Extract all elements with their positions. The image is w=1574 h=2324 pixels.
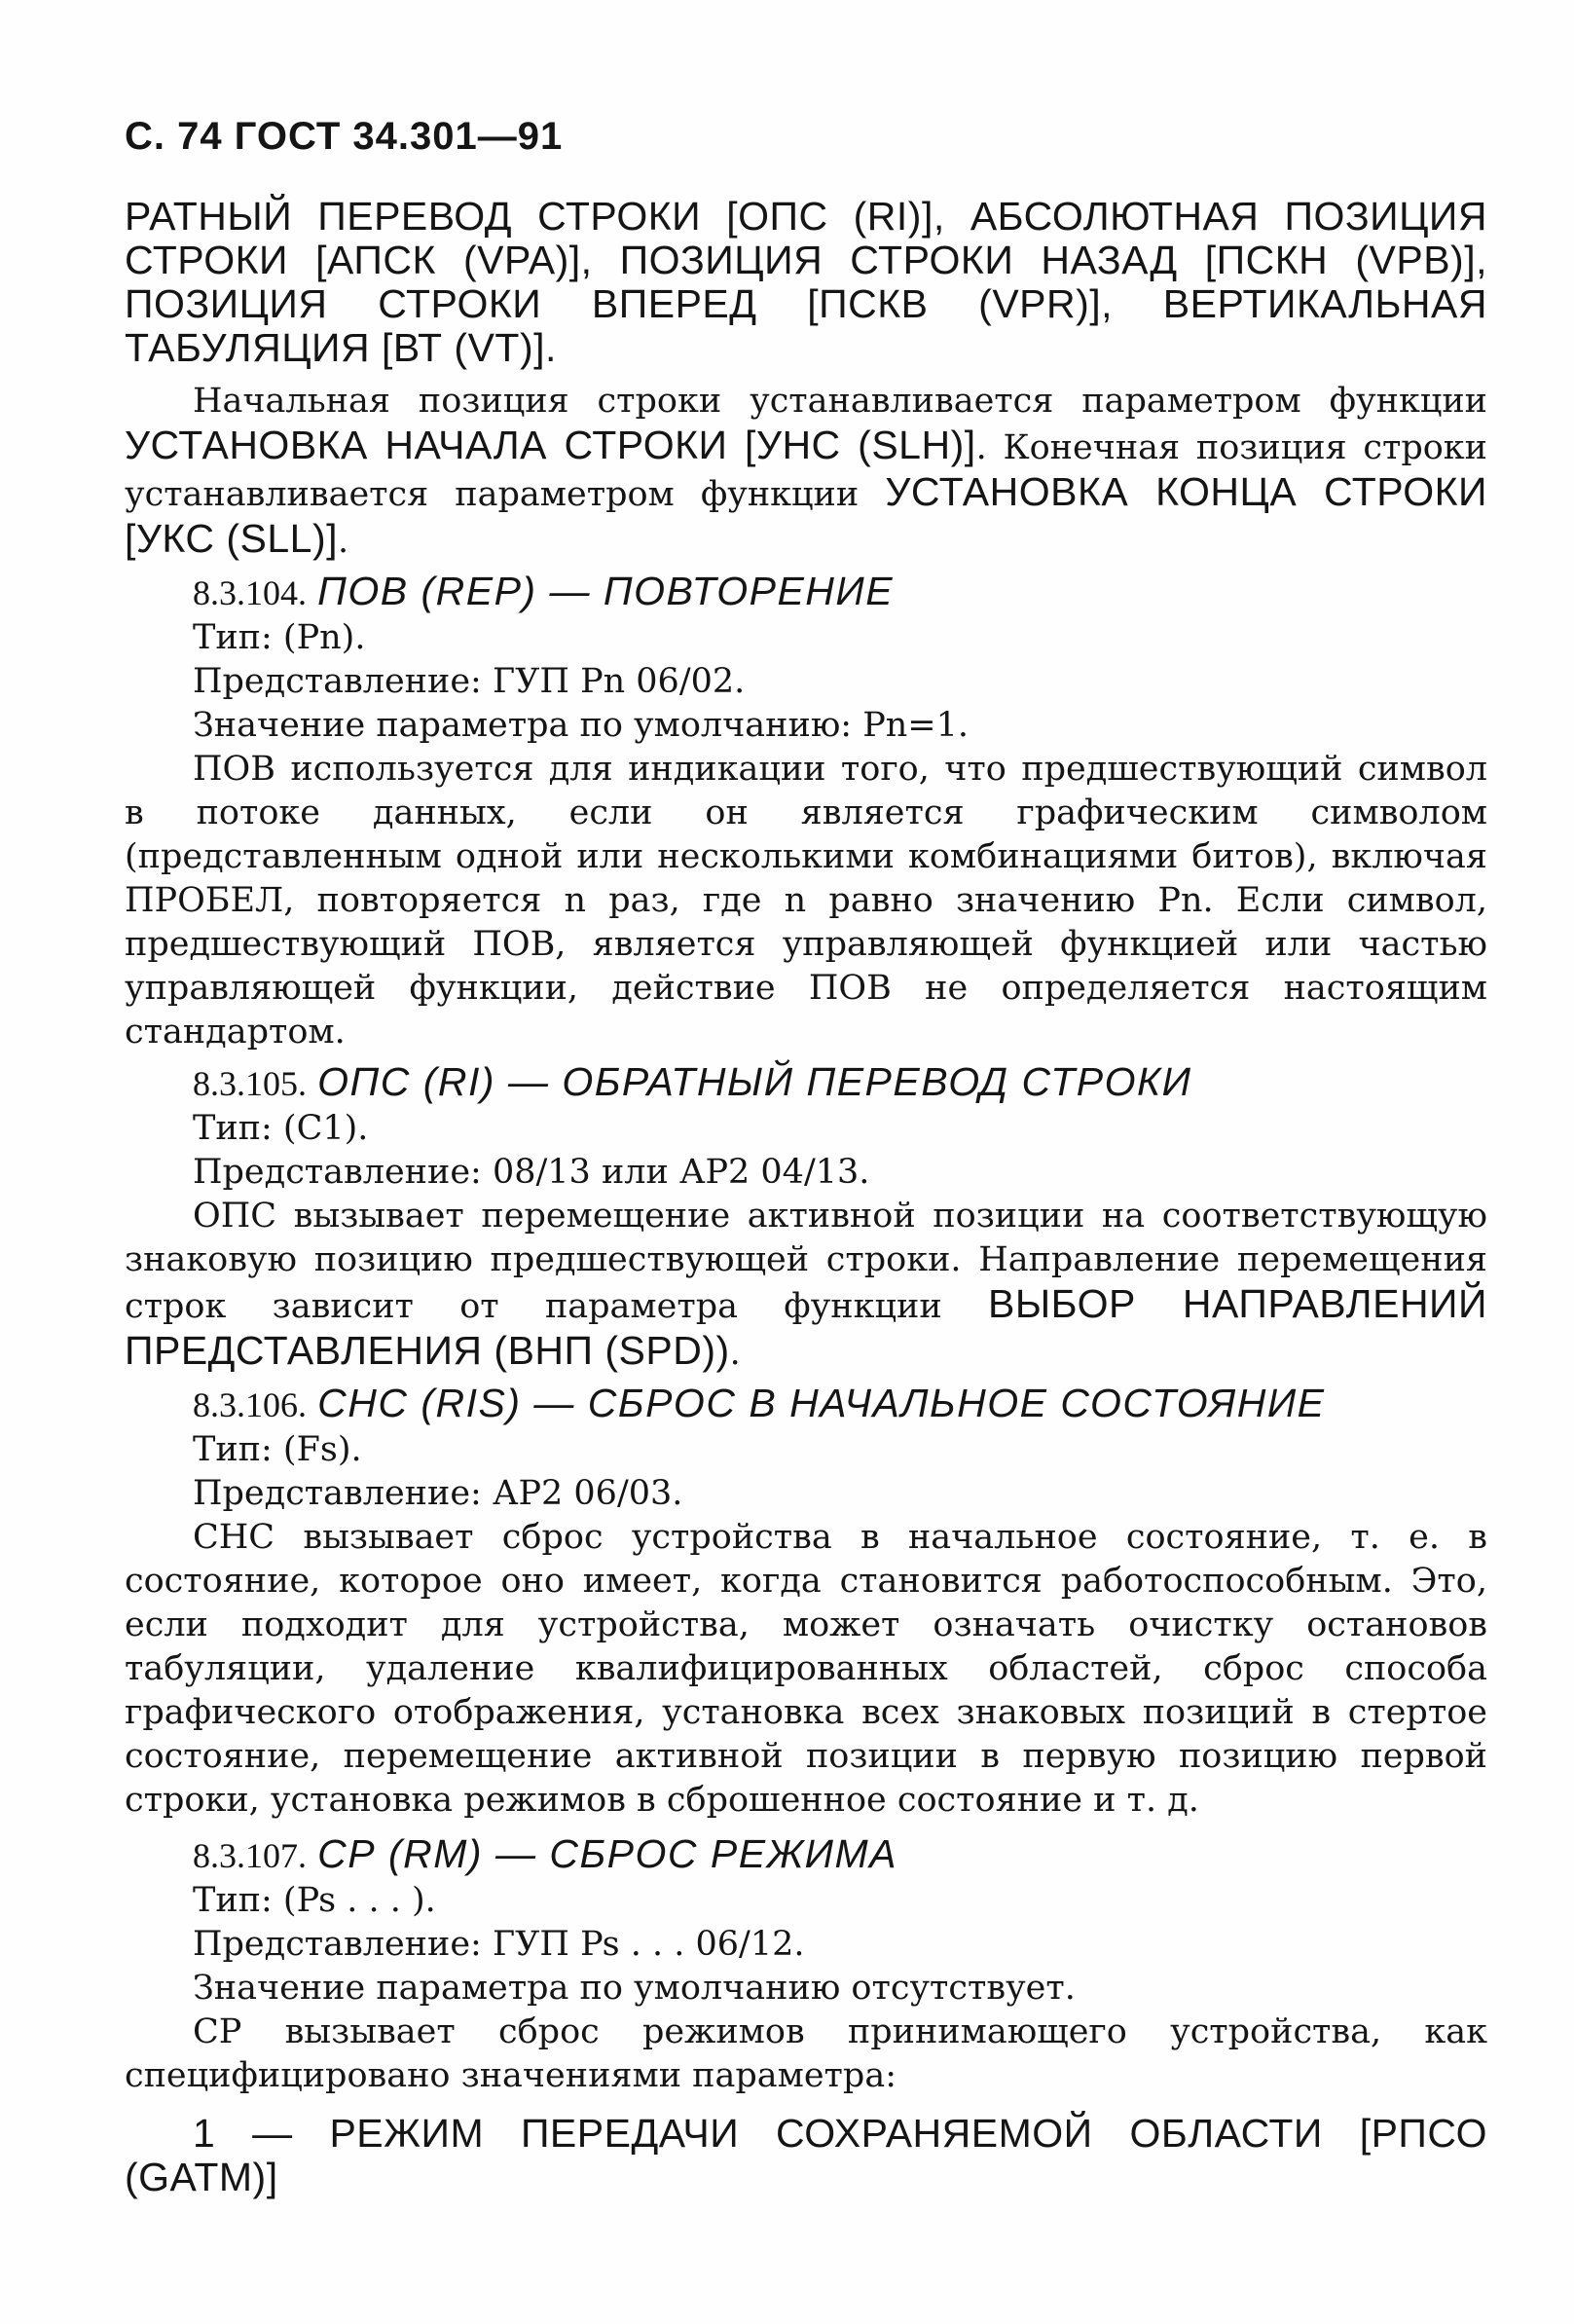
- section-type: Тип: (C1).: [193, 1109, 369, 1148]
- text-run: . Конечная позиция строки устанавливается параметром функции: [125, 428, 1488, 514]
- section-heading-105: [125, 1060, 1487, 1107]
- text-run: ОПС вызывает перемещение активной позиции на соответствующую знаковую позицию предшествующей строки. Направление перемещения строк зависит от параметра функции: [125, 1197, 1487, 1326]
- section-number: 8.3.107.: [193, 1836, 307, 1875]
- section-representation: Представление: АР2 06/03.: [193, 1474, 683, 1513]
- section-body: [125, 1195, 1487, 1376]
- section-title: ПОВ (REP) — ПОВТОРЕНИЕ: [317, 569, 895, 613]
- paragraph-line-start: [125, 380, 1487, 564]
- section-title: ОПС (RI) — ОБРАТНЫЙ ПЕРЕВОД СТРОКИ: [317, 1059, 1192, 1104]
- section-representation: Представление: ГУП Ps . . . 06/12.: [193, 1925, 805, 1964]
- function-name: ВЫБОР НАПРАВЛЕНИЙ ПРЕДСТАВЛЕНИЯ (ВНП (SPD)): [125, 1281, 1487, 1373]
- section-default: Значение параметра по умолчанию отсутствует.: [193, 1969, 1076, 2008]
- section-default: Значение параметра по умолчанию: Pn=1.: [193, 706, 970, 745]
- section-type: Тип: (Fs).: [193, 1430, 362, 1469]
- section-number: 8.3.104.: [193, 573, 307, 612]
- text-run: Начальная позиция строки устанавливается параметром функции: [193, 382, 1487, 421]
- section-representation: Представление: ГУП Pn 06/02.: [193, 662, 746, 701]
- section-title: СР (RM) — СБРОС РЕЖИМА: [317, 1831, 897, 1876]
- page-header: С. 74 ГОСТ 34.301—91: [125, 115, 564, 158]
- page-body: [125, 195, 1487, 2199]
- section-title: СНС (RIS) — СБРОС В НАЧАЛЬНОЕ СОСТОЯНИЕ: [317, 1381, 1326, 1425]
- section-number: 8.3.105.: [193, 1064, 307, 1103]
- list-item: 1 — РЕЖИМ ПЕРЕДАЧИ СОХРАНЯЕМОЙ ОБЛАСТИ [РПСО (GATM)]: [125, 2111, 1487, 2199]
- section-heading-107: [125, 1832, 1487, 1879]
- function-name: УСТАНОВКА НАЧАЛА СТРОКИ [УНС (SLH)]: [125, 423, 976, 467]
- section-body: СНС вызывает сброс устройства в начальное состояние, т. е. в состояние, которое оно имеет, когда становится работоспособным. Это, если подходит для устройства, может означать очистку остановов табуляции, удаление квалифицированных областей, сброс способа графического отображения, установка всех знаковых позиций в стертое состояние, перемещение активной позиции в первую позицию первой строки, установка режимов в сброшенное состояние и т. д.: [125, 1518, 1487, 1820]
- text-run: .: [729, 1334, 741, 1373]
- section-body: СР вызывает сброс режимов принимающего устройства, как специфицировано значениями параметра:: [125, 2012, 1487, 2095]
- section-representation: Представление: 08/13 или АР2 04/13.: [193, 1153, 870, 1192]
- section-type: Тип: (Pn).: [193, 618, 366, 657]
- intro-paragraph: РАТНЫЙ ПЕРЕВОД СТРОКИ [ОПС (RI)], АБСОЛЮТНАЯ ПОЗИЦИЯ СТРОКИ [АПСК (VPA)], ПОЗИЦИЯ СТРОКИ НАЗАД [ПСКН (VPB)], ПОЗИЦИЯ СТРОКИ ВПЕРЕД [ПСКВ (VPR)], ВЕРТИКАЛЬНАЯ ТАБУЛЯЦИЯ [ВТ (VT)].: [125, 194, 1487, 370]
- function-name: УСТАНОВКА КОНЦА СТРОКИ [УКС (SLL)]: [125, 469, 1487, 561]
- text-run: .: [338, 522, 349, 561]
- section-heading-104: [125, 570, 1487, 616]
- section-heading-106: [125, 1382, 1487, 1428]
- section-type: Тип: (Ps . . . ).: [193, 1881, 436, 1920]
- section-number: 8.3.106.: [193, 1385, 307, 1424]
- section-body: ПОВ используется для индикации того, что предшествующий символ в потоке данных, если он является графическим символом (представленным одной или несколькими комбинациями битов), включая ПРОБЕЛ, повторяется n раз, где n равно значению Pn. Если символ, предшествующий ПОВ, является управляющей функцией или частью управляющей функции, действие ПОВ не определяется настоящим стандартом.: [125, 750, 1487, 1051]
